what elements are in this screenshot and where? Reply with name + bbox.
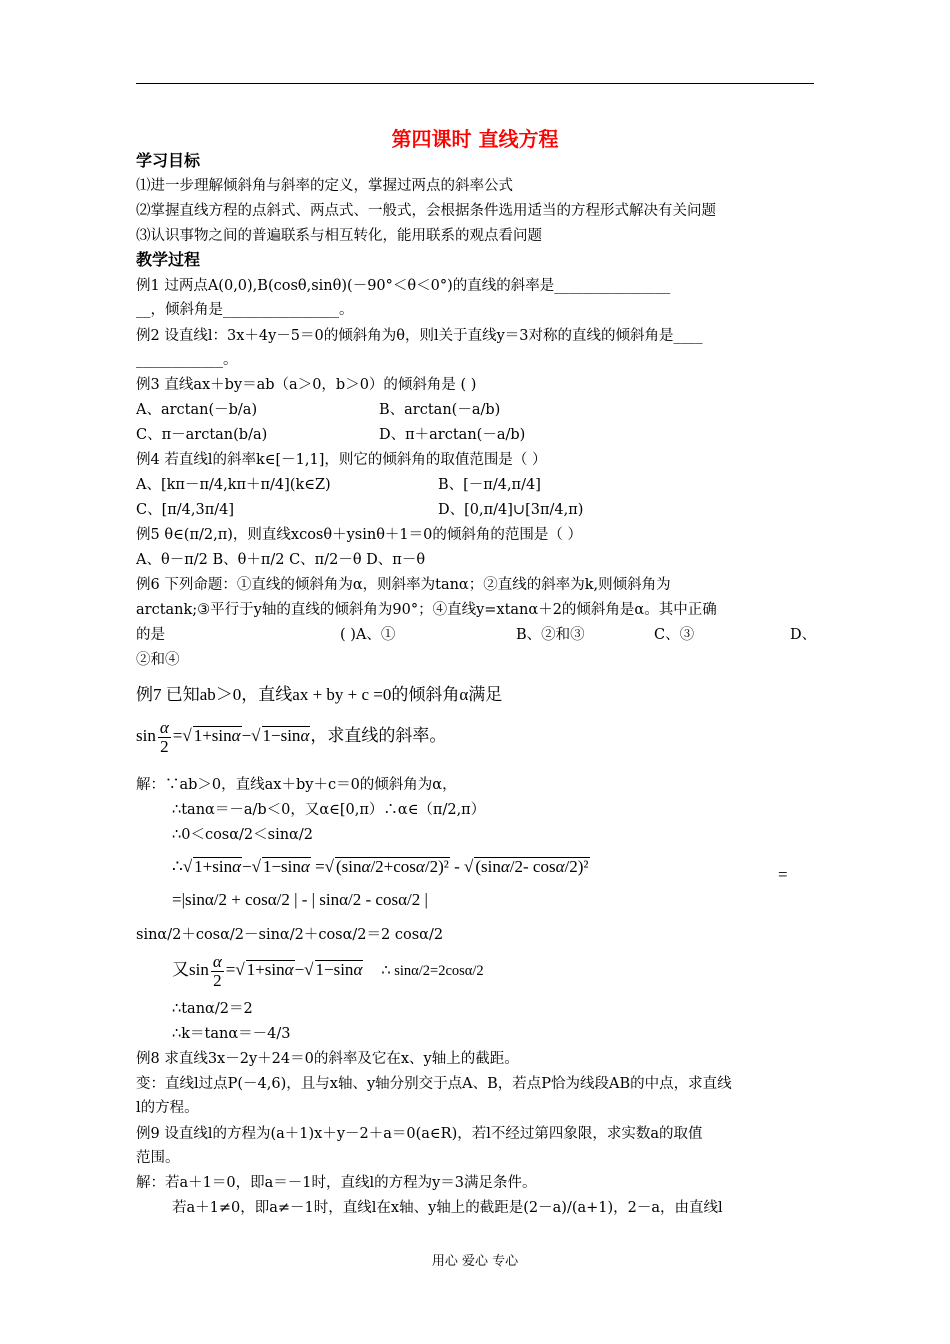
option-c: C、π－arctan(b/a) (136, 427, 268, 443)
example-3-line: 例3 直线ax＋by＝ab（a＞0，b＞0）的倾斜角是 ( ) (136, 377, 477, 393)
variant-line: 变：直线l过点P(－4,6)，且与x轴、y轴分别交于点A、B，若点P恰为线段AB的中点，求直线 (136, 1076, 732, 1092)
example-1-line: 例1 过两点A(0,0),B(cosθ,sinθ)(－90°＜θ＜0°)的直线的斜率是________________ (136, 278, 671, 294)
example-9-solution: 解：若a＋1＝0，即a＝－1时，直线l的方程为y＝3满足条件。 (136, 1175, 537, 1191)
fraction: $\frac{\alpha}{2}$ (212, 951, 222, 990)
option-d: D、π＋arctan(－a/b) (379, 427, 526, 443)
option-d: D、[0,π/4]∪[3π/4,π) (438, 502, 584, 518)
option-d: D、 (790, 627, 817, 643)
solution-formula: ∴√ 1+sinα−√ 1−sinα =√ (sinα/2+cosα/2)² - √ (sinα/2- cosα/2)² (172, 857, 589, 876)
radical: 1+sinα (246, 960, 294, 979)
solution-line: 解：∵ab＞0，直线ax＋by＋c＝0的倾斜角为α， (136, 777, 457, 793)
page-footer: 用心 爱心 专心 (431, 1254, 519, 1269)
example-2-line: 例2 设直线l：3x＋4y－5＝0的倾斜角为θ，则l关于直线y＝3对称的直线的倾斜角是____ (136, 328, 703, 344)
formula-text: −√ (241, 726, 261, 745)
example-7-tail: ，求直线的斜率。 (310, 726, 447, 745)
example-5-options: A、θ－π/2 B、θ＋π/2 C、π/2－θ D、π－θ (136, 552, 426, 568)
example-6-line: 例6 下列命题：①直线的倾斜角为α，则斜率为tanα；②直线的斜率为k,则倾斜角为 (136, 577, 671, 593)
goal-item: ⑶认识事物之间的普遍联系与相互转化，能用联系的观点看问题 (136, 228, 542, 244)
radical: 1+sinα (193, 726, 241, 745)
example-2-line: ____________。 (136, 352, 238, 368)
goal-item: ⑴进一步理解倾斜角与斜率的定义，掌握过两点的斜率公式 (136, 178, 513, 194)
option-a: A、arctan(－b/a) (136, 402, 258, 418)
solution-line: sinα/2＋cosα/2－sinα/2＋cosα/2＝2 cosα/2 (136, 927, 444, 943)
example-7-formula (136, 716, 446, 756)
fraction: $\frac{\alpha}{2}$ (159, 717, 169, 756)
solution-line: ∴tanα＝－a/b＜0，又α∈[0,π）∴α∈（π/2,π） (172, 802, 486, 818)
example-6-line: 的是 (136, 627, 165, 643)
option-a: A、[kπ－π/4,kπ＋π/4](k∈Z) (136, 477, 331, 493)
solution-formula: =|sinα/2 + cosα/2 | - | sinα/2 - cosα/2 | (172, 890, 428, 909)
goal-item: ⑵掌握直线方程的点斜式、两点式、一般式，会根据条件选用适当的方程形式解决有关问题 (136, 203, 716, 219)
radical: 1−sinα (262, 726, 310, 745)
solution-formula (172, 950, 484, 991)
example-7-line: 例7 已知ab＞0，直线ax + by + c =0的倾斜角α满足 (136, 685, 503, 704)
example-8-line: 例8 求直线3x－2y＋24＝0的斜率及它在x、y轴上的截距。 (136, 1051, 519, 1067)
option-b: B、arctan(－a/b) (379, 402, 501, 418)
solution-line: ∴k＝tanα＝－4/3 (172, 1026, 291, 1042)
example-6-line: ②和④ (136, 652, 180, 668)
header-rule (136, 83, 814, 84)
formula-text: =√ (225, 960, 245, 979)
option-c: C、[π/4,3π/4] (136, 502, 235, 518)
option-a: ( )A、① (340, 627, 396, 643)
formula-text: sin (136, 726, 156, 745)
example-5-line: 例5 θ∈(π/2,π)，则直线xcosθ＋ysinθ＋1＝0的倾斜角的范围是（ ） (136, 527, 582, 543)
solution-tail: ∴ sinα/2=2cosα/2 (381, 963, 484, 979)
equals-sign: = (778, 865, 788, 884)
solution-line: ∴0＜cosα/2＜sinα/2 (172, 827, 313, 843)
goals-heading: 学习目标 (136, 151, 201, 170)
example-1-line: __，倾斜角是________________。 (136, 302, 354, 318)
process-heading: 教学过程 (136, 250, 201, 269)
option-c: C、③ (654, 627, 695, 643)
option-b: B、②和③ (516, 627, 585, 643)
example-9-solution: 若a＋1≠0，即a≠－1时，直线l在x轴、y轴上的截距是(2－a)/(a+1)，2－a，由直线l (172, 1200, 723, 1216)
example-4-line: 例4 若直线l的斜率k∈[－1,1]，则它的倾斜角的取值范围是（ ） (136, 452, 547, 468)
variant-line: l的方程。 (136, 1100, 199, 1116)
solution-line: ∴tanα/2＝2 (172, 1001, 253, 1017)
example-6-line: arctank;③平行于y轴的直线的倾斜角为90°；④直线y=xtanα＋2的倾斜角是α。其中正确 (136, 602, 717, 618)
formula-text: 又sin (172, 960, 209, 979)
formula-text: −√ (294, 960, 314, 979)
page-title: 第四课时 直线方程 (391, 127, 559, 151)
formula-text: =√ (172, 726, 192, 745)
example-9-line: 例9 设直线l的方程为(a＋1)x＋y－2＋a＝0(a∈R)，若l不经过第四象限，求实数a的取值 (136, 1126, 703, 1142)
radical: 1−sinα (315, 960, 363, 979)
example-9-line: 范围。 (136, 1150, 180, 1166)
option-b: B、[－π/4,π/4] (438, 477, 541, 493)
